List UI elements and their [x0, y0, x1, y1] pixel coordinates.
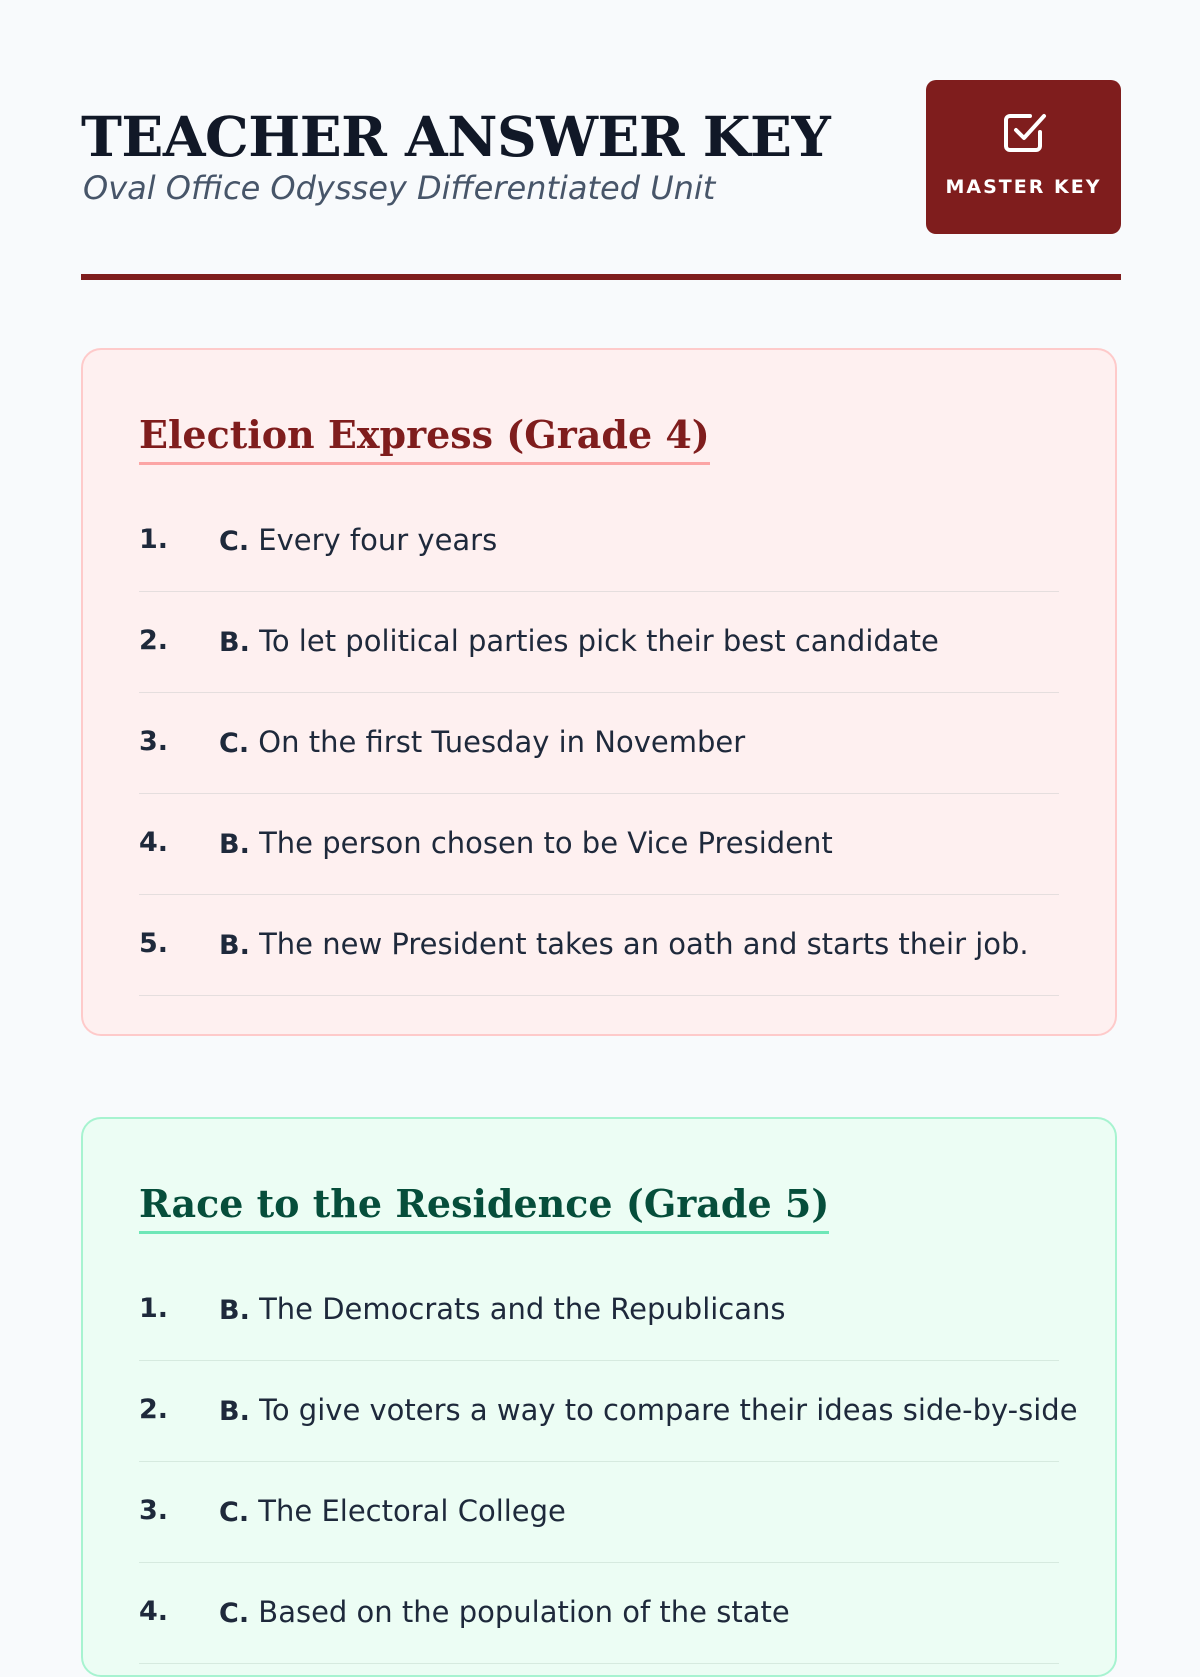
page-header — [81, 80, 1121, 280]
answer-letter: B. — [219, 627, 250, 658]
grade4-answer-card — [81, 348, 1117, 1036]
answer-row — [139, 1462, 1059, 1563]
answer-text: The Electoral College — [258, 1494, 566, 1528]
question-number: 3. — [139, 1495, 169, 1526]
question-number: 3. — [139, 726, 169, 757]
answer-text: The new President takes an oath and starts their job. — [259, 927, 1029, 961]
section-title: Election Express (Grade 4) — [139, 412, 710, 465]
checkbox-checked-icon — [1000, 108, 1048, 156]
answer-row — [139, 1260, 1059, 1361]
answer-response — [219, 1492, 566, 1532]
answer-row — [139, 1563, 1059, 1664]
answer-text: Based on the population of the state — [258, 1595, 790, 1629]
answer-letter: C. — [219, 728, 250, 759]
answer-text: To let political parties pick their best candidate — [259, 624, 939, 658]
answer-text: The Democrats and the Republicans — [259, 1292, 786, 1326]
answer-response — [219, 1290, 786, 1330]
answer-letter: C. — [219, 1497, 250, 1528]
answer-response — [219, 824, 833, 864]
page-subtitle: Oval Office Odyssey Differentiated Unit — [83, 169, 716, 207]
answer-list — [139, 1260, 1078, 1664]
question-number: 5. — [139, 928, 169, 959]
answer-response — [219, 622, 939, 662]
answer-letter: C. — [219, 1598, 250, 1629]
answer-response — [219, 723, 745, 763]
answer-response — [219, 521, 497, 561]
answer-letter: B. — [219, 829, 250, 860]
grade5-answer-card — [81, 1117, 1117, 1677]
answer-letter: C. — [219, 526, 250, 557]
question-number: 2. — [139, 1394, 169, 1425]
answer-letter: B. — [219, 1396, 250, 1427]
header-divider — [81, 274, 1121, 280]
answer-row — [139, 1361, 1078, 1462]
answer-response — [219, 925, 1029, 965]
answer-letter: B. — [219, 930, 250, 961]
page-title: TEACHER ANSWER KEY — [81, 104, 831, 169]
answer-text: Every four years — [258, 523, 498, 557]
question-number: 1. — [139, 524, 169, 555]
answer-row — [139, 491, 1059, 592]
answer-text: The person chosen to be Vice President — [259, 826, 833, 860]
answer-letter: B. — [219, 1295, 250, 1326]
answer-row — [139, 693, 1059, 794]
answer-list — [139, 491, 1059, 996]
answer-row — [139, 794, 1059, 895]
answer-text: To give voters a way to compare their ideas side-by-side — [259, 1393, 1078, 1427]
question-number: 4. — [139, 1596, 169, 1627]
question-number: 1. — [139, 1293, 169, 1324]
question-number: 2. — [139, 625, 169, 656]
section-title: Race to the Residence (Grade 5) — [139, 1181, 829, 1234]
answer-row — [139, 592, 1059, 693]
badge-label: MASTER KEY — [945, 176, 1102, 198]
question-number: 4. — [139, 827, 169, 858]
answer-text: On the first Tuesday in November — [258, 725, 746, 759]
master-key-badge — [926, 80, 1121, 234]
answer-row — [139, 895, 1059, 996]
answer-response — [219, 1391, 1078, 1431]
answer-response — [219, 1593, 790, 1633]
